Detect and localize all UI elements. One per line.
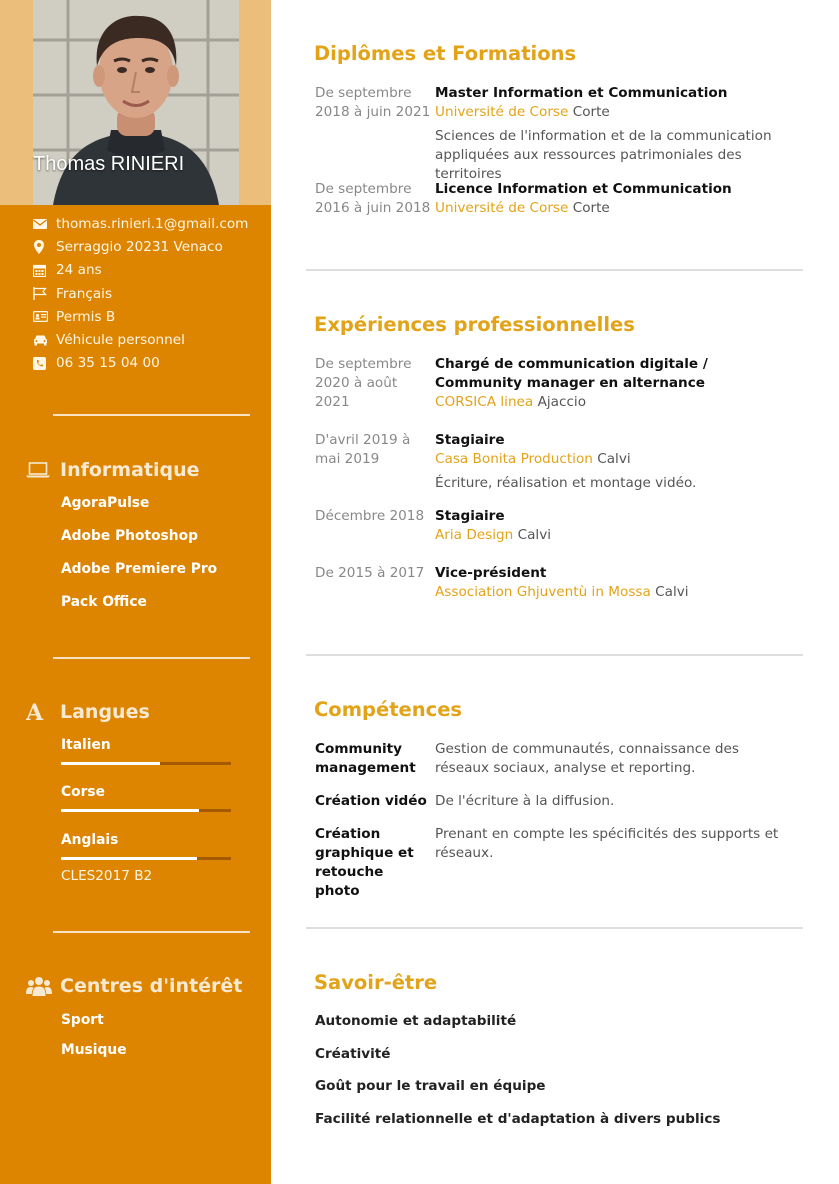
language-corse: [61, 784, 231, 800]
interets-list: [61, 1012, 127, 1072]
entry-organization: [435, 393, 795, 412]
contact-address: [33, 235, 248, 258]
laptop-icon: [26, 462, 60, 478]
location-pin-icon: [33, 240, 56, 254]
id-card-icon: [33, 311, 56, 322]
contact-address-text: Serraggio 20231 Venaco: [56, 238, 223, 255]
entry-place: Ajaccio: [537, 394, 587, 410]
entry-body: [435, 84, 795, 184]
entry-role: Stagiaire: [435, 432, 505, 448]
contact-age: [33, 259, 248, 282]
entry-org-name: Université de Corse: [435, 200, 569, 216]
entry-place: Corte: [572, 200, 610, 216]
contact-email: [33, 212, 248, 235]
entry-organization: [435, 583, 795, 602]
entry-date: De septembre 2020 à août 2021: [315, 356, 412, 410]
entry-body: [435, 507, 795, 545]
envelope-icon: [33, 218, 56, 230]
list-item: Sport: [61, 1012, 104, 1028]
contact-phone-text: 06 35 15 04 00: [56, 355, 160, 372]
section-title-experiences: Expériences professionnelles: [314, 313, 635, 336]
entry-place: Calvi: [517, 527, 552, 543]
informatique-title: [26, 459, 200, 481]
language-level-fill: [61, 809, 199, 812]
section-divider: [306, 927, 803, 929]
entry-date: De 2015 à 2017: [315, 565, 425, 581]
entry-organization: [435, 526, 795, 545]
langues-title: [26, 701, 150, 723]
entry-place: Calvi: [655, 584, 689, 600]
skill-description: De l'écriture à la diffusion.: [435, 793, 615, 809]
skill-description: Prenant en compte les spécificités des supports et réseaux.: [435, 826, 779, 861]
entry-org-name: Casa Bonita Production: [435, 451, 593, 467]
profile-name: Thomas RINIERI: [33, 153, 185, 175]
sidebar-divider: [53, 657, 250, 659]
entry-org-name: CORSICA linea: [435, 394, 534, 410]
main-content: [271, 0, 839, 1184]
language-name: Corse: [61, 784, 105, 800]
list-item: Adobe Premiere Pro: [61, 561, 218, 577]
contact-age-text: 24 ans: [56, 262, 102, 279]
entry-body: [435, 431, 795, 493]
language-level-fill: [61, 762, 160, 765]
language-level-fill: [61, 857, 197, 860]
sidebar-divider: [53, 414, 250, 416]
section-title-competences: Compétences: [314, 698, 463, 721]
skill-label: Community management: [315, 741, 416, 776]
section-divider: [306, 654, 803, 656]
people-icon: [26, 976, 60, 996]
flag-icon: [33, 287, 56, 300]
contact-vehicle: [33, 328, 248, 351]
langues-title-text: Langues: [60, 701, 150, 723]
calendar-icon: [33, 264, 56, 277]
entry-date: De septembre 2016 à juin 2018: [315, 181, 431, 216]
interets-title-text: Centres d'intérêt: [60, 975, 243, 997]
section-title-savoir-etre: Savoir-être: [314, 971, 438, 994]
contact-vehicle-text: Véhicule personnel: [56, 332, 185, 349]
language-level-bar: [61, 857, 231, 860]
entry-place: Corte: [572, 104, 610, 120]
sidebar: [0, 0, 271, 1184]
entry-place: Calvi: [597, 451, 631, 467]
informatique-title-text: Informatique: [60, 459, 200, 481]
entry-org-name: Université de Corse: [435, 104, 569, 120]
contact-nationality: [33, 282, 248, 305]
entry-date: Décembre 2018: [315, 508, 425, 524]
soft-skill: Facilité relationnelle et d'adaptation à divers publics: [315, 1111, 721, 1127]
language-certificate: CLES2017 B2: [61, 868, 153, 884]
entry-organization: [435, 103, 795, 122]
section-title-diplomes: Diplômes et Formations: [314, 42, 577, 65]
entry-organization: [435, 199, 795, 218]
entry-org-name: Association Ghjuventù in Mossa: [435, 584, 651, 600]
language-italien: [61, 737, 231, 753]
entry-body: [435, 355, 795, 412]
list-item: AgoraPulse: [61, 495, 150, 511]
language-level-bar: [61, 809, 231, 812]
contact-phone: [33, 352, 248, 375]
svg-text:A: A: [26, 702, 44, 722]
list-item: Pack Office: [61, 594, 147, 610]
language-level-bar: [61, 762, 231, 765]
entry-role: Licence Information et Communication: [435, 181, 732, 197]
entry-role: Vice-président: [435, 565, 547, 581]
contact-nationality-text: Français: [56, 285, 113, 302]
contact-license: [33, 305, 248, 328]
entry-body: [435, 564, 795, 602]
skill-label: Création graphique et retouche photo: [315, 826, 414, 899]
skill-label: Création vidéo: [315, 793, 427, 809]
list-item: Adobe Photoshop: [61, 528, 198, 544]
entry-date: De septembre 2018 à juin 2021: [315, 85, 431, 120]
letter-a-icon: [26, 702, 60, 722]
entry-role: Stagiaire: [435, 508, 505, 524]
entry-org-name: Aria Design: [435, 527, 514, 543]
soft-skill: Goût pour le travail en équipe: [315, 1078, 546, 1094]
contact-license-text: Permis B: [56, 308, 116, 325]
language-name: Anglais: [61, 832, 119, 848]
phone-icon: [33, 357, 56, 370]
entry-date: D'avril 2019 à mai 2019: [315, 432, 411, 467]
section-divider: [306, 269, 803, 271]
entry-role: Chargé de communication digitale / Community manager en alternance: [435, 356, 708, 391]
informatique-list: [61, 495, 217, 627]
car-icon: [33, 334, 56, 346]
soft-skill: Autonomie et adaptabilité: [315, 1013, 517, 1029]
list-item: Musique: [61, 1042, 127, 1058]
soft-skill: Créativité: [315, 1046, 391, 1062]
entry-organization: [435, 450, 795, 469]
skill-description: Gestion de communautés, connaissance des réseaux sociaux, analyse et reporting.: [435, 741, 739, 776]
entry-role: Master Information et Communication: [435, 85, 728, 101]
language-anglais: [61, 832, 231, 848]
contact-email-text: thomas.rinieri.1@gmail.com: [56, 215, 249, 232]
entry-description: Sciences de l'information et de la communication appliquées aux ressources patrimoniales des territoires: [435, 128, 772, 182]
entry-body: [435, 180, 795, 218]
contact-list: [33, 212, 248, 375]
language-name: Italien: [61, 737, 111, 753]
sidebar-divider: [53, 931, 250, 933]
interets-title: [26, 975, 242, 997]
entry-description: Écriture, réalisation et montage vidéo.: [435, 475, 697, 491]
